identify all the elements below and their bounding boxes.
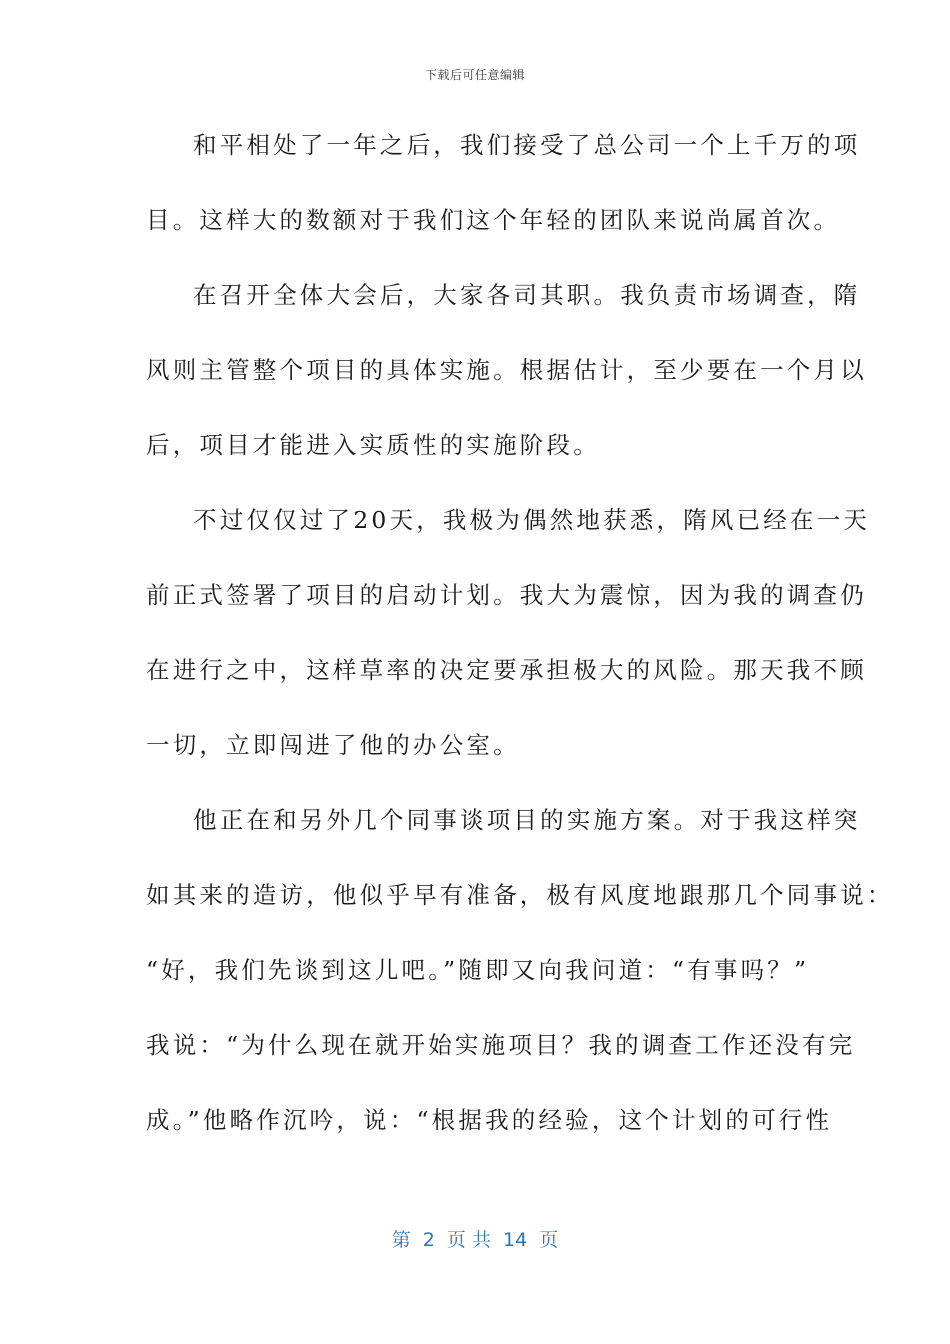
text-line: 后，项目才能进入实质性的实施阶段。 — [146, 431, 600, 459]
text-line: 目。这样大的数额对于我们这个年轻的团队来说尚属首次。 — [146, 206, 841, 234]
text-line: 前正式签署了项目的启动计划。我大为震惊，因为我的调查仍 — [146, 581, 867, 609]
text-line: 我说：“为什么现在就开始实施项目？我的调查工作还没有完 — [146, 1031, 856, 1059]
header-note: 下载后可任意编辑 — [424, 68, 525, 82]
text-line: 他正在和另外几个同事谈项目的实施方案。对于我这样突 — [193, 806, 861, 834]
text-line: 在进行之中，这样草率的决定要承担极大的风险。那天我不顾 — [146, 656, 867, 684]
document-body — [146, 120, 894, 1170]
text-line: 一切，立即闯进了他的办公室。 — [146, 731, 520, 759]
text-line: 如其来的造访，他似乎早有准备，极有风度地跟那几个同事说： — [146, 881, 894, 909]
text-line: 在召开全体大会后，大家各司其职。我负责市场调查，隋 — [193, 281, 861, 309]
text-line: 风则主管整个项目的具体实施。根据估计，至少要在一个月以 — [146, 356, 867, 384]
text-line: 和平相处了一年之后，我们接受了总公司一个上千万的项 — [193, 131, 861, 159]
text-line: 成。”他略作沉吟，说：“根据我的经验，这个计划的可行性 — [146, 1106, 833, 1134]
text-line: “好，我们先谈到这儿吧。”随即又向我问道：“有事吗？” — [146, 956, 810, 984]
text-line: 不过仅仅过了20天，我极为偶然地获悉，隋风已经在一天 — [193, 506, 871, 534]
page-number-footer: 第 2 页 共 14 页 — [391, 1229, 559, 1251]
